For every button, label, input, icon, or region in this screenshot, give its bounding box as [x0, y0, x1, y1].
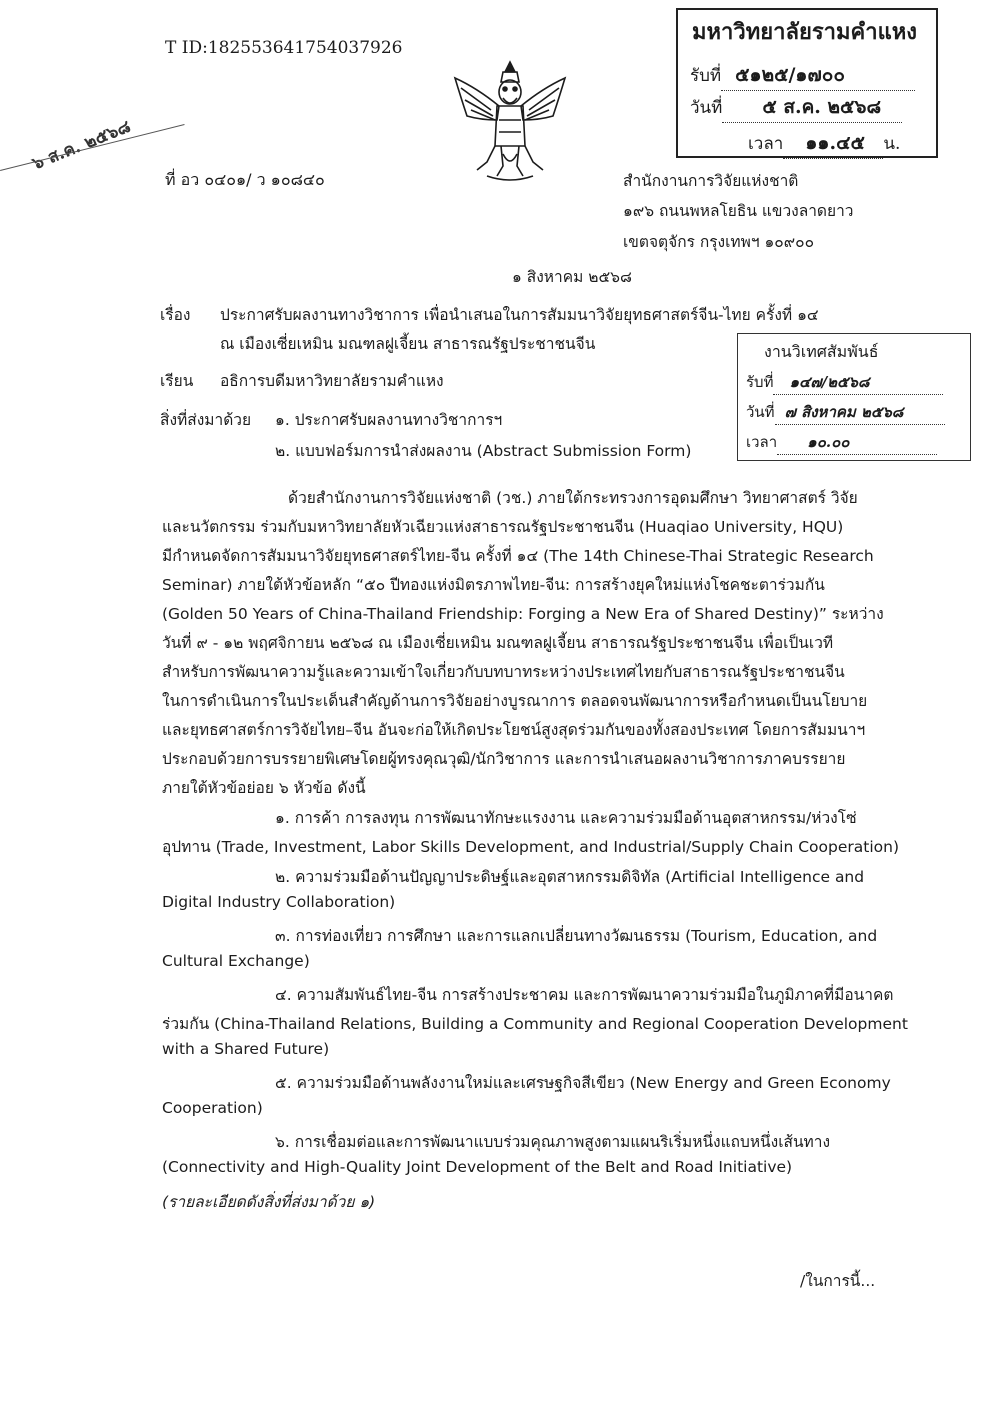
- sender-address-1: ๑๙๖ ถนนพหลโยธิน แขวงลาดยาว: [623, 202, 854, 220]
- detail-note: (รายละเอียดดังสิ่งที่ส่งมาด้วย ๑): [162, 1193, 376, 1211]
- subject-line-1: ประกาศรับผลงานทางวิชาการ เพื่อนำเสนอในการสัมมนาวิจัยยุทธศาสตร์จีน-ไทย ครั้งที่ ๑๔: [220, 306, 819, 324]
- subject-label: เรื่อง: [160, 306, 191, 324]
- body-line: Seminar) ภายใต้หัวข้อหลัก “๕๐ ปีทองแห่งมิตรภาพไทย-จีน: การสร้างยุคใหม่แห่งโชคชะตาร่วมกัน: [162, 576, 825, 594]
- body-line: ภายใต้หัวข้อย่อย ๖ หัวข้อ ดังนี้: [162, 779, 366, 797]
- intl-stamp-date-label: วันที่: [746, 403, 775, 421]
- stamp-receive-number: ๕๑๒๕/๑๗๐๐: [721, 60, 915, 91]
- topic-3-line-1: ๓. การท่องเที่ยว การศึกษา และการแลกเปลี่ยนทางวัฒนธรรม (Tourism, Education, and: [275, 927, 878, 945]
- intl-stamp-receive-number: ๑๔๗/๒๕๖๘: [773, 370, 943, 395]
- stamp-time-unit: น.: [883, 134, 901, 154]
- topic-2-line-1: ๒. ความร่วมมือด้านปัญญาประดิษฐ์และอุตสาหกรรมดิจิทัล (Artificial Intelligence and: [275, 868, 865, 886]
- sender-org: สำนักงานการวิจัยแห่งชาติ: [623, 172, 799, 190]
- body-line: (Golden 50 Years of China-Thailand Friendship: Forging a New Era of Shared Destiny)” ระหว่าง: [162, 605, 884, 623]
- topic-6-line-2: (Connectivity and High-Quality Joint Development of the Belt and Road Initiative): [162, 1158, 793, 1176]
- stamp-date-value: ๕ ส.ค. ๒๕๖๘: [722, 92, 902, 123]
- body-line: ในการดำเนินการในประเด็นสำคัญด้านการวิจัยอย่างบูรณาการ ตลอดจนพัฒนาการหรือกำหนดเป็นนโยบาย: [162, 692, 868, 710]
- intl-stamp-receive-row: [746, 370, 943, 395]
- intl-stamp-title: งานวิเทศสัมพันธ์: [764, 342, 879, 361]
- topic-2-line-2: Digital Industry Collaboration): [162, 893, 396, 911]
- sender-address-2: เขตจตุจักร กรุงเทพฯ ๑๐๙๐๐: [623, 233, 815, 251]
- stamp-time-label: เวลา: [748, 134, 784, 154]
- letter-date: ๑ สิงหาคม ๒๕๖๘: [512, 268, 632, 286]
- document-number: ที่ อว ๐๔๐๑/ ว ๑๐๘๔๐: [165, 170, 325, 189]
- body-line: วันที่ ๙ - ๑๒ พฤศจิกายน ๒๕๖๘ ณ เมืองเซี่ยเหมิน มณฑลฝูเจี้ยน สาธารณรัฐประชาชนจีน เพื่อเป็นเวที: [162, 634, 834, 652]
- enclosure-item-2: ๒. แบบฟอร์มการนำส่งผลงาน (Abstract Submission Form): [275, 442, 692, 460]
- stamp-time-row: [748, 128, 900, 159]
- intl-stamp-time-row: [746, 430, 937, 455]
- recipient-value: อธิการบดีมหาวิทยาลัยรามคำแหง: [220, 372, 444, 390]
- topic-6-line-1: ๖. การเชื่อมต่อและการพัฒนาแบบร่วมคุณภาพสูงตามแผนริเริ่มหนึ่งแถบหนึ่งเส้นทาง: [275, 1133, 831, 1151]
- subject-line-2: ณ เมืองเซี่ยเหมิน มณฑลฝูเจี้ยน สาธารณรัฐประชาชนจีน: [220, 335, 596, 353]
- university-receive-stamp: [676, 8, 938, 158]
- topic-1-line-2: อุปทาน (Trade, Investment, Labor Skills Development, and Industrial/Supply Chain Cooperation): [162, 838, 899, 856]
- body-line: ด้วยสำนักงานการวิจัยแห่งชาติ (วช.) ภายใต้กระทรวงการอุดมศึกษา วิทยาศาสตร์ วิจัย: [288, 489, 858, 507]
- body-line: และยุทธศาสตร์การวิจัยไทย–จีน อันจะก่อให้เกิดประโยชน์สูงสุดร่วมกันของทั้งสองประเทศ โดยการสัมมนาฯ: [162, 721, 866, 739]
- body-line: สำหรับการพัฒนาความรู้และความเข้าใจเกี่ยวกับบทบาทระหว่างประเทศไทยกับสาธารณรัฐประชาชนจีน: [162, 663, 845, 681]
- topic-4-line-2: ร่วมกัน (China-Thailand Relations, Building a Community and Regional Cooperation Development: [162, 1015, 908, 1033]
- stamp-receive-label: รับที่: [690, 66, 722, 86]
- stamp-time-value: ๑๑.๔๕: [783, 128, 883, 159]
- topic-5-line-1: ๕. ความร่วมมือด้านพลังงานใหม่และเศรษฐกิจสีเขียว (New Energy and Green Economy: [275, 1074, 891, 1092]
- topic-4-line-1: ๔. ความสัมพันธ์ไทย-จีน การสร้างประชาคม และการพัฒนาความร่วมมือในภูมิภาคที่มีอนาคต: [275, 986, 894, 1004]
- intl-stamp-time-value: ๑๐.๐๐: [777, 430, 937, 455]
- intl-stamp-date-value: ๗ สิงหาคม ๒๕๖๘: [775, 400, 945, 425]
- continuation-marker: /ในการนี้...: [800, 1272, 876, 1290]
- rotated-date-stamp: ๖ ส.ค. ๒๕๖๘: [29, 116, 134, 175]
- topic-1-line-1: ๑. การค้า การลงทุน การพัฒนาทักษะแรงงาน และความร่วมมือด้านอุตสาหกรรม/ห่วงโซ่: [275, 809, 857, 827]
- stamp-date-label: วันที่: [690, 98, 723, 118]
- intl-stamp-time-label: เวลา: [746, 433, 778, 451]
- recipient-label: เรียน: [160, 372, 194, 390]
- international-relations-stamp: [737, 333, 971, 461]
- stamp-university-title: มหาวิทยาลัยรามคำแหง: [692, 19, 917, 45]
- body-line: ประกอบด้วยการบรรยายพิเศษโดยผู้ทรงคุณวุฒิ/นักวิชาการ และการนำเสนอผลงานวิชาการภาคบรรยาย: [162, 750, 846, 768]
- topic-3-line-2: Cultural Exchange): [162, 952, 310, 970]
- topic-5-line-2: Cooperation): [162, 1099, 263, 1117]
- body-line: มีกำหนดจัดการสัมมนาวิจัยยุทธศาสตร์ไทย-จีน ครั้งที่ ๑๔ (The 14th Chinese-Thai Strategic Research: [162, 547, 874, 565]
- enclosures-label: สิ่งที่ส่งมาด้วย: [160, 411, 252, 429]
- body-line: และนวัตกรรม ร่วมกับมหาวิทยาลัยหัวเฉียวแห่งสาธารณรัฐประชาชนจีน (Huaqiao University, HQU): [162, 518, 844, 536]
- tracking-id: T ID:182553641754037926: [165, 38, 403, 58]
- stamp-receive-number-row: [690, 60, 915, 91]
- topic-4-line-3: with a Shared Future): [162, 1040, 330, 1058]
- intl-stamp-date-row: [746, 400, 945, 425]
- enclosure-item-1: ๑. ประกาศรับผลงานทางวิชาการฯ: [275, 411, 503, 429]
- garuda-emblem-icon: [447, 58, 573, 188]
- intl-stamp-receive-label: รับที่: [746, 373, 774, 391]
- stamp-date-row: [690, 92, 902, 123]
